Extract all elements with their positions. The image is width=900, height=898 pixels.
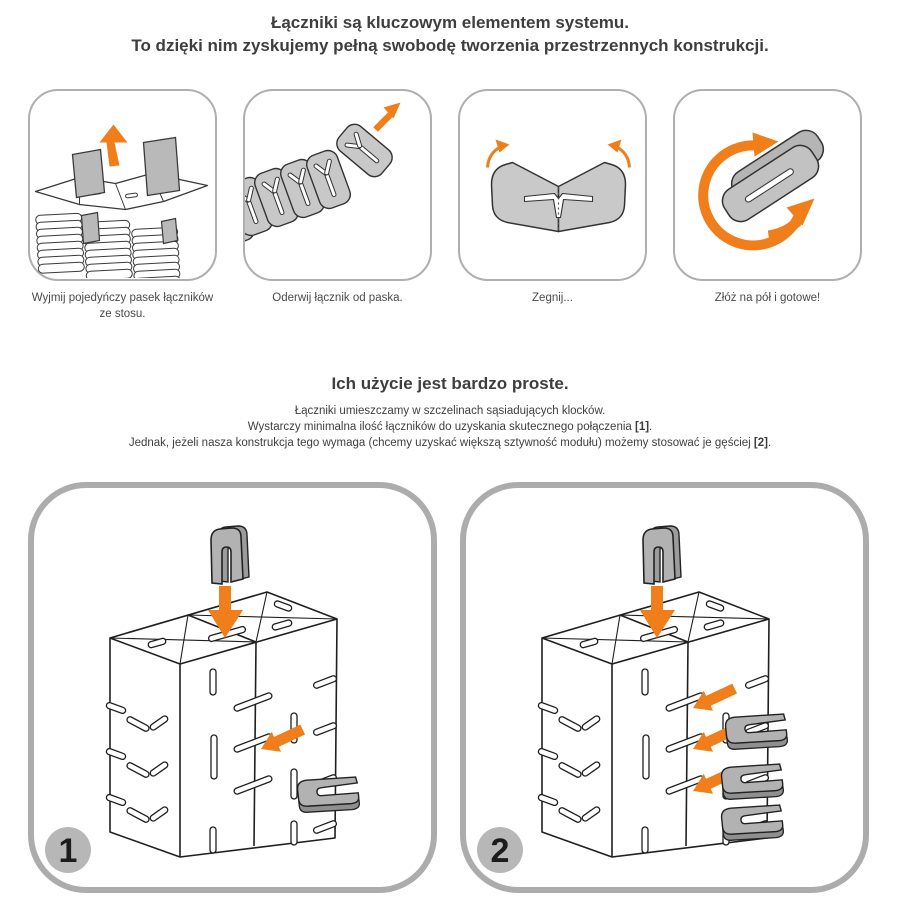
step-panel-2 xyxy=(243,89,432,281)
intro-line-2: To dzięki nim zyskujemy pełną swobodę tworzenia przestrzennych konstrukcji. xyxy=(131,36,769,55)
strip-sheet xyxy=(36,174,208,210)
bend-connector-illustration xyxy=(460,91,644,278)
rotate-arrow-tail-icon xyxy=(769,199,815,236)
panel-number-badge xyxy=(477,827,523,873)
tear-connector-off-strip-illustration xyxy=(245,91,429,278)
intro-heading xyxy=(0,11,900,57)
usage-line-2-period: . xyxy=(649,421,653,433)
badge-number: 1 xyxy=(58,832,78,870)
lifted-tab-left xyxy=(73,150,105,198)
usage-line-3-period: . xyxy=(767,437,772,449)
stack-tab-right xyxy=(162,219,178,244)
bend-arrow-left-icon xyxy=(488,140,510,168)
step-caption-4 xyxy=(660,290,875,306)
top-connector xyxy=(643,526,681,584)
top-connector xyxy=(211,526,249,584)
side-connector xyxy=(721,803,784,843)
usage-line-2 xyxy=(0,419,900,435)
step-panel-4 xyxy=(673,89,862,281)
bend-arrow-right-icon xyxy=(608,140,630,168)
step-panel-3 xyxy=(458,89,647,281)
lifted-tab-right xyxy=(144,138,180,196)
side-connector xyxy=(725,712,788,752)
intro-line-1: Łączniki są kluczowym elementem systemu. xyxy=(270,13,630,32)
bent-connector xyxy=(492,163,626,232)
caption-line: Zegnij... xyxy=(532,292,573,304)
usage-line-1: Łączniki umieszczamy w szczelinach sąsiadujących klocków. xyxy=(294,405,606,417)
example-panel-1 xyxy=(28,482,437,893)
caption-line: Wyjmij pojedyńczy pasek łączników xyxy=(31,292,214,304)
usage-ref-1: [1] xyxy=(634,421,650,433)
caption-line: Złóż na pół i gotowe! xyxy=(714,292,821,304)
example-1-illustration xyxy=(34,488,431,887)
example-2-illustration xyxy=(466,488,863,887)
pull-strip-from-stack-illustration xyxy=(30,91,214,278)
step-panel-1 xyxy=(28,89,217,281)
usage-line-3 xyxy=(0,435,900,451)
caption-line: ze stosu. xyxy=(99,308,146,320)
caption-line: Oderwij łącznik od paska. xyxy=(272,292,403,304)
usage-line-3-text: Jednak, jeżeli nasza konstrukcja tego wymaga (chcemy uzyskać większą sztywność modułu) możemy stosować je gęściej xyxy=(128,437,754,449)
connector-strip xyxy=(245,148,353,248)
panel-number-badge xyxy=(45,827,91,873)
side-connector xyxy=(721,762,784,802)
badge-number: 2 xyxy=(490,832,510,870)
usage-line-2-text: Wystarczy minimalna ilość łączników do uzyskania skutecznego połączenia xyxy=(247,421,635,433)
usage-heading: Ich użycie jest bardzo proste. xyxy=(331,374,569,393)
step-caption-3 xyxy=(445,290,660,306)
fold-connector-in-half-illustration xyxy=(675,91,859,278)
connector-stack xyxy=(36,213,181,278)
example-panel-2 xyxy=(460,482,869,893)
step-caption-1 xyxy=(15,290,230,322)
tear-arrow-icon xyxy=(376,103,401,130)
usage-ref-2: [2] xyxy=(753,437,768,449)
stack-tab-left xyxy=(82,213,100,244)
usage-section xyxy=(0,374,900,451)
side-connector xyxy=(297,775,360,815)
step-caption-2 xyxy=(230,290,445,306)
up-arrow-icon xyxy=(100,125,128,167)
